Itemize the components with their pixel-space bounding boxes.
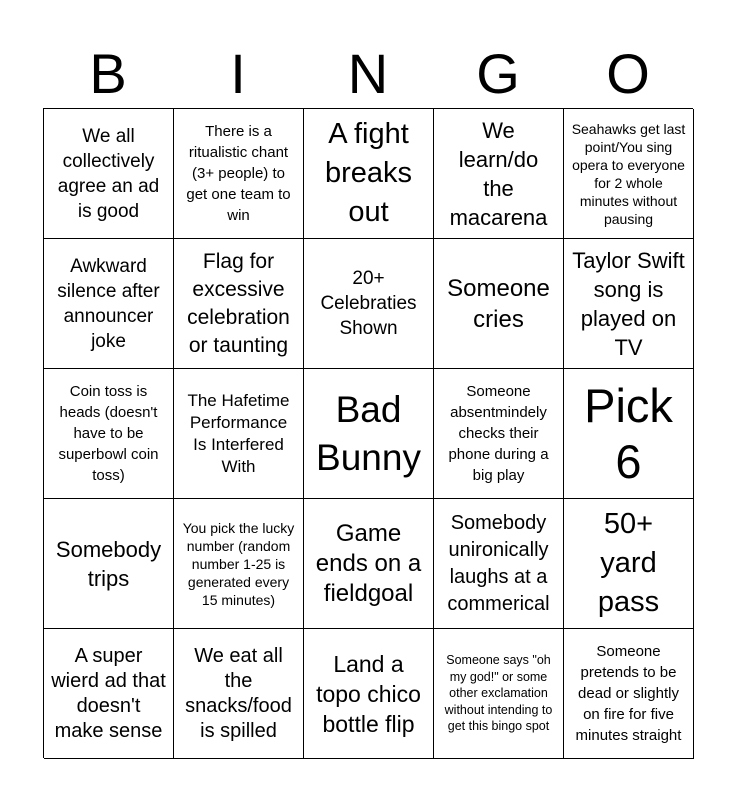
bingo-cell-r1c2[interactable]: [174, 109, 304, 239]
cell-text: Land a topo chico bottle flip: [316, 650, 421, 737]
cell-text: 20+ Celebraties Shown: [320, 268, 417, 339]
cell-text: Seahawks get last point/You sing opera to everyone for 2 whole minutes without pausing: [571, 120, 686, 227]
cell-text: Coin toss is heads (doesn't have to be superbowl coin toss): [58, 383, 159, 484]
cell-text: Flag for excessive celebration or taunting: [187, 249, 290, 357]
bingo-cell-r3c1[interactable]: [44, 369, 174, 499]
bingo-board: [43, 108, 693, 758]
bingo-cell-r4c5[interactable]: [564, 499, 694, 629]
bingo-cell-r4c3[interactable]: [304, 499, 434, 629]
bingo-cell-r2c2[interactable]: [174, 239, 304, 369]
bingo-cell-r4c4[interactable]: [434, 499, 564, 629]
bingo-header: [43, 40, 693, 108]
cell-text: Game ends on a fieldgoal: [315, 519, 422, 607]
cell-text: You pick the lucky number (random number 1-25 is generated every 15 minutes): [182, 519, 295, 608]
bingo-cell-r3c5[interactable]: [564, 369, 694, 499]
bingo-cell-r1c4[interactable]: [434, 109, 564, 239]
bingo-cell-r1c1[interactable]: [44, 109, 174, 239]
bingo-cell-r1c5[interactable]: [564, 109, 694, 239]
header-letter-n: N: [347, 42, 389, 105]
cell-text: A super wierd ad that doesn't make sense: [51, 644, 166, 742]
bingo-cell-r4c1[interactable]: [44, 499, 174, 629]
bingo-cell-r2c1[interactable]: [44, 239, 174, 369]
cell-text: Somebody unironically laughs at a commerical: [447, 511, 550, 615]
cell-text: Someone pretends to be dead or slightly on fire for five minutes straight: [575, 643, 682, 744]
bingo-cell-r3c2[interactable]: [174, 369, 304, 499]
bingo-cell-r5c2[interactable]: [174, 629, 304, 759]
cell-text: Someone cries: [447, 274, 550, 333]
bingo-cell-r5c4[interactable]: [434, 629, 564, 759]
bingo-cell-r4c2[interactable]: [174, 499, 304, 629]
cell-text: We eat all the snacks/food is spilled: [185, 644, 292, 742]
bingo-cell-r2c3[interactable]: [304, 239, 434, 369]
header-letter-g: G: [476, 42, 520, 105]
bingo-cell-r3c3[interactable]: [304, 369, 434, 499]
cell-text: A fight breaks out: [324, 118, 413, 228]
bingo-cell-r5c1[interactable]: [44, 629, 174, 759]
bingo-cell-r5c5[interactable]: [564, 629, 694, 759]
cell-text: We learn/do the macarena: [449, 117, 548, 230]
bingo-cell-r2c5[interactable]: [564, 239, 694, 369]
cell-text: 50+ yard pass: [597, 508, 660, 618]
header-letter-i: I: [230, 42, 246, 105]
cell-text: Someone absentmindely checks their phone during a big play: [448, 383, 549, 484]
cell-text: Bad Bunny: [316, 388, 421, 478]
cell-text: Somebody trips: [55, 536, 162, 591]
cell-text: There is a ritualistic chant (3+ people) to get one team to win: [186, 123, 291, 224]
bingo-cell-r5c3[interactable]: [304, 629, 434, 759]
cell-text: Pick 6: [584, 378, 673, 488]
bingo-cell-r2c4[interactable]: [434, 239, 564, 369]
cell-text: Taylor Swift song is played on TV: [572, 247, 685, 360]
header-letter-o: O: [606, 42, 650, 105]
header-letter-b: B: [89, 42, 127, 105]
cell-text: The Hafetime Performance Is Interfered With: [187, 390, 290, 476]
bingo-cell-r3c4[interactable]: [434, 369, 564, 499]
cell-text: We all collectively agree an ad is good: [57, 125, 160, 222]
cell-text: Someone says "oh my god!" or some other exclamation without intending to get this bingo spot: [444, 653, 553, 734]
cell-text: Awkward silence after announcer joke: [57, 255, 160, 352]
bingo-cell-r1c3[interactable]: [304, 109, 434, 239]
